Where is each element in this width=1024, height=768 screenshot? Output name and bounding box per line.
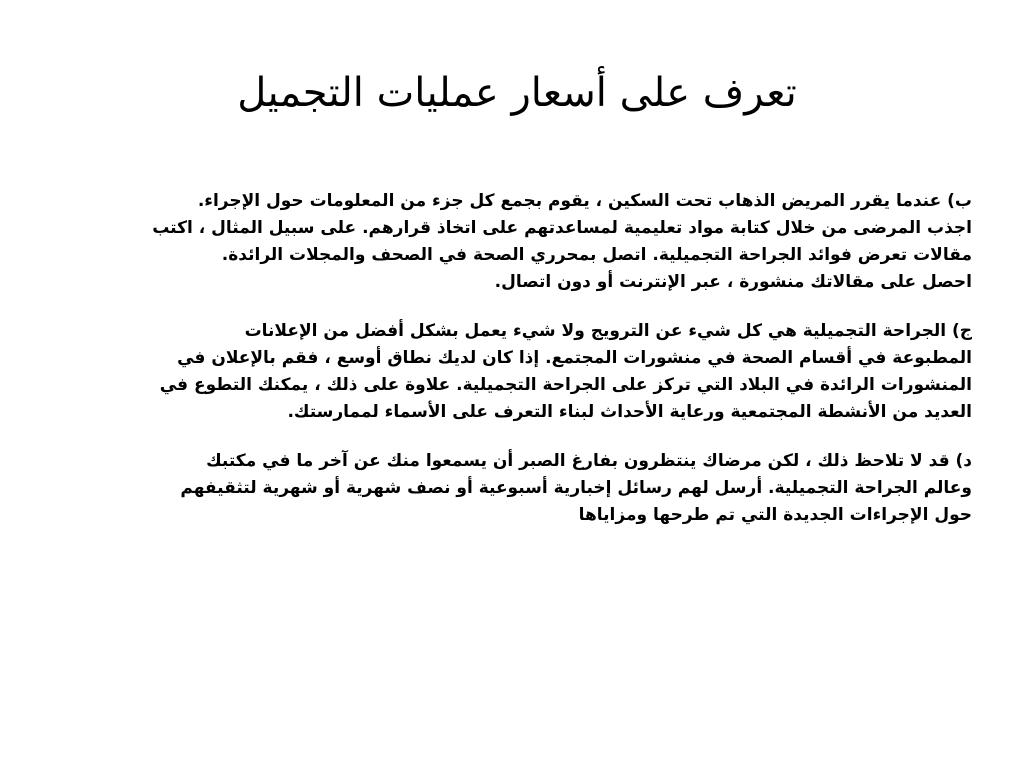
- paragraph-line: المطبوعة في أقسام الصحة في منشورات المجتمع. إذا كان لديك نطاق أوسع ، فقم بالإعلان في: [177, 348, 972, 368]
- paragraph-line: حول الإجراءات الجديدة التي تم طرحها ومزاياها: [578, 505, 972, 525]
- paragraph-line: د) قد لا تلاحظ ذلك ، لكن مرضاك ينتظرون بفارغ الصبر أن يسمعوا منك عن آخر ما في مكتبك: [206, 451, 972, 471]
- slide-body: [62, 188, 972, 529]
- paragraph-d: [62, 448, 972, 529]
- paragraph-line: المنشورات الرائدة في البلاد التي تركز على الجراحة التجميلية. علاوة على ذلك ، يمكنك التطوع في: [159, 375, 972, 395]
- paragraph-line: اجذب المرضى من خلال كتابة مواد تعليمية لمساعدتهم على اتخاذ قرارهم. على سبيل المثال ، اكتب: [152, 218, 972, 238]
- paragraph-line: العديد من الأنشطة المجتمعية ورعاية الأحداث لبناء التعرف على الأسماء لممارستك.: [287, 402, 972, 422]
- paragraph-b: [62, 188, 972, 296]
- slide-title: تعرف على أسعار عمليات التجميل: [237, 70, 797, 116]
- paragraph-c: [62, 318, 972, 426]
- paragraph-line: وعالم الجراحة التجميلية. أرسل لهم رسائل إخبارية أسبوعية أو نصف شهرية أو شهرية لتثقيفهم: [180, 478, 972, 498]
- paragraph-line: مقالات تعرض فوائد الجراحة التجميلية. اتصل بمحرري الصحة في الصحف والمجلات الرائدة.: [221, 245, 972, 265]
- paragraph-line: ج) الجراحة التجميلية هي كل شيء عن الترويج ولا شيء يعمل بشكل أفضل من الإعلانات: [244, 321, 972, 341]
- paragraph-line: ب) عندما يقرر المريض الذهاب تحت السكين ، يقوم بجمع كل جزء من المعلومات حول الإجراء.: [197, 191, 972, 211]
- paragraph-line: احصل على مقالاتك منشورة ، عبر الإنترنت أو دون اتصال.: [494, 272, 972, 292]
